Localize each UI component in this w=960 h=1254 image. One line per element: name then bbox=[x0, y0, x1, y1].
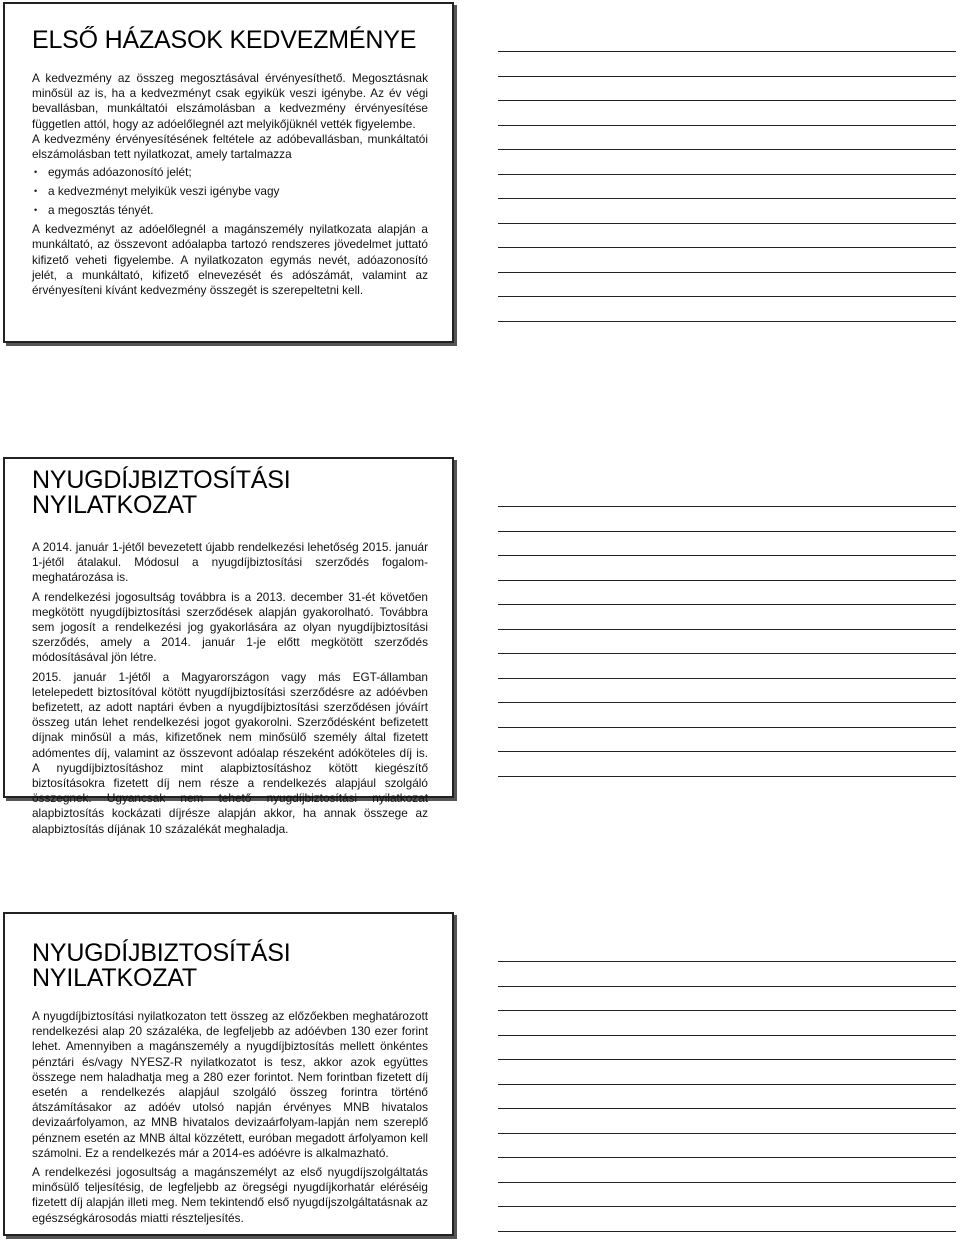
note-line bbox=[498, 247, 956, 248]
note-line bbox=[498, 702, 956, 703]
slide-paragraph: 2015. január 1-jétől a Magyarországon vagy más EGT-államban letelepedett biztosítóval kötött nyugdíjbiztosítási szerződésre az adóévben befizetett, az adott naptári évben a nyugdíjbiztosítási szerződésen jóváírt összeg után lehet rendelkezési jogot gyakorolni. Szerződésként befizetett díjnak minősül a más, kifizetőnek nem minősülő személy által fizetett adómentes díj, valamint az összevont adóalap részeként adóköteles díj is. A nyugdíjbiztosításhoz mint alapbiztosításhoz kötött kiegészítő biztosításokra fizetett díj nem része a rendelkezés alapjául szolgáló összegnek. Ugyancsak nem tehető nyugdíjbiztosítási nyilatkozat alapbiztosítás kockázati díjrésze alapján akkor, ha annak összege az alapbiztosítás díjának 10 százalékát meghaladja. bbox=[32, 669, 428, 836]
note-line bbox=[498, 76, 956, 77]
note-line bbox=[498, 1206, 956, 1207]
slide-paragraph: A 2014. január 1-jétől bevezetett újabb rendelkezési lehetőség 2015. január 1-jétől átalakul. Módosul a nyugdíjbiztosítási szerződés fogalom-meghatározása is. bbox=[32, 540, 428, 585]
note-line bbox=[498, 296, 956, 297]
note-line bbox=[498, 125, 956, 126]
note-line bbox=[498, 580, 956, 581]
slide-paragraph: A rendelkezési jogosultság a magánszemélyt az első nyugdíjszolgáltatás minősülő teljesítésig, de legfeljebb az öregségi nyugdíjkorhatár eléréséig fizetett díj alapján illeti meg. Nem tekintendő első nyugdíjszolgáltatásnak az egészségkárosodás miatti részteljesítés. bbox=[32, 1165, 428, 1225]
slide-title: NYUGDÍJBIZTOSÍTÁSI NYILATKOZAT bbox=[32, 466, 291, 519]
bullet-icon: • bbox=[34, 167, 38, 178]
note-line bbox=[498, 100, 956, 101]
note-line bbox=[498, 506, 956, 507]
bullet-icon: • bbox=[34, 186, 38, 197]
note-line bbox=[498, 174, 956, 175]
bullet-item bbox=[32, 203, 428, 218]
slide-paragraph: A kedvezmény az összeg megosztásával érvényesíthető. Megosztásnak minősül az is, ha a kedvezményt csak egyikük veszi igénybe. Az év végi bevallásban, munkáltatói elszámolásban a kedvezmény érvényesítése független attól, hogy az adóelőlegnél azt melyikőjüknél vették figyelembe. bbox=[32, 71, 428, 131]
note-line bbox=[498, 1157, 956, 1158]
slide-paragraph: A kedvezményt az adóelőlegnél a magánszemély nyilatkozata alapján a munkáltató, az összevont adóalapba tartozó rendszeres jövedelmet juttató kifizető veheti figyelembe. A nyilatkozaton egymás nevét, adóazonosító jelét, a munkáltató, kifizető elnevezését és adószámát, valamint az érvényesíteni kívánt kedvezmény összegét is szerepeltetni kell. bbox=[32, 222, 428, 298]
note-line bbox=[498, 223, 956, 224]
note-line bbox=[498, 986, 956, 987]
slide-pension-insurance-statement-1 bbox=[3, 457, 454, 836]
note-line bbox=[498, 1035, 956, 1036]
note-line bbox=[498, 51, 956, 52]
note-line bbox=[498, 1010, 956, 1011]
slide-paragraph: A rendelkezési jogosultság továbbra is a 2013. december 31-ét követően megkötött nyugdíjbiztosítási szerződések alapján gyakorolható. Továbbra sem jogosít a rendelkezési jog gyakorlására az olyan nyugdíjbiztosítási szerződés, amely a 2014. január 1-je előtt megkötött szerződés módosításával jön létre. bbox=[32, 589, 428, 665]
note-line bbox=[498, 629, 956, 630]
note-line bbox=[498, 272, 956, 273]
note-line bbox=[498, 198, 956, 199]
note-line bbox=[498, 961, 956, 962]
note-line bbox=[498, 1182, 956, 1183]
note-line bbox=[498, 531, 956, 532]
bullet-list bbox=[32, 165, 428, 218]
note-line bbox=[498, 776, 956, 777]
note-line bbox=[498, 751, 956, 752]
note-line bbox=[498, 604, 956, 605]
slide-title: ELSŐ HÁZASOK KEDVEZMÉNYE bbox=[32, 26, 417, 54]
note-line bbox=[498, 321, 956, 322]
bullet-text: egymás adóazonosító jelét; bbox=[48, 165, 192, 180]
note-line bbox=[498, 653, 956, 654]
note-line bbox=[498, 1231, 956, 1232]
note-line bbox=[498, 555, 956, 556]
slide-paragraph: A kedvezmény érvényesítésének feltétele az adóbevallásban, munkáltatói elszámolásban tett nyilatkozat, amely tartalmazza bbox=[32, 131, 428, 162]
note-line bbox=[498, 678, 956, 679]
bullet-icon: • bbox=[34, 205, 38, 216]
slide-pension-insurance-statement-2 bbox=[3, 912, 454, 1236]
slide-paragraph: A nyugdíjbiztosítási nyilatkozaton tett összeg az előzőekben meghatározott rendelkezési alap 20 százaléka, de legfeljebb az adóévben 130 ezer forint lehet. Amennyiben a magánszemély a nyugdíjbiztosítás mellett önkéntes pénztári és/vagy NYESZ-R nyilatkozatot is tesz, akkor azok együttes összege nem haladhatja meg a 280 ezer forintot. Nem forintban fizetett díj esetén a rendelkezés alapjául szolgáló összeg forintra történő átszámításakor az adóév utolsó napján érvényes MNB hivatalos devizaárfolyamon, az MNB hivatalos devizaárfolyam-lapján nem szereplő pénznem esetén az MNB által közzétett, euróban megadott árfolyamon kell számolni. Ez a rendelkezés már a 2014-es adóévre is alkalmazható. bbox=[32, 1009, 428, 1160]
bullet-text: a megosztás tényét. bbox=[48, 203, 154, 218]
note-line bbox=[498, 1084, 956, 1085]
note-line bbox=[498, 727, 956, 728]
note-line bbox=[498, 1133, 956, 1134]
slide-title: NYUGDÍJBIZTOSÍTÁSI NYILATKOZAT bbox=[32, 939, 291, 992]
note-line bbox=[498, 149, 956, 150]
bullet-text: a kedvezményt melyikük veszi igénybe vagy bbox=[48, 184, 280, 199]
slide-first-marriage-allowance bbox=[3, 2, 454, 343]
note-line bbox=[498, 1108, 956, 1109]
bullet-item bbox=[32, 165, 428, 180]
bullet-item bbox=[32, 184, 428, 199]
note-line bbox=[498, 1059, 956, 1060]
